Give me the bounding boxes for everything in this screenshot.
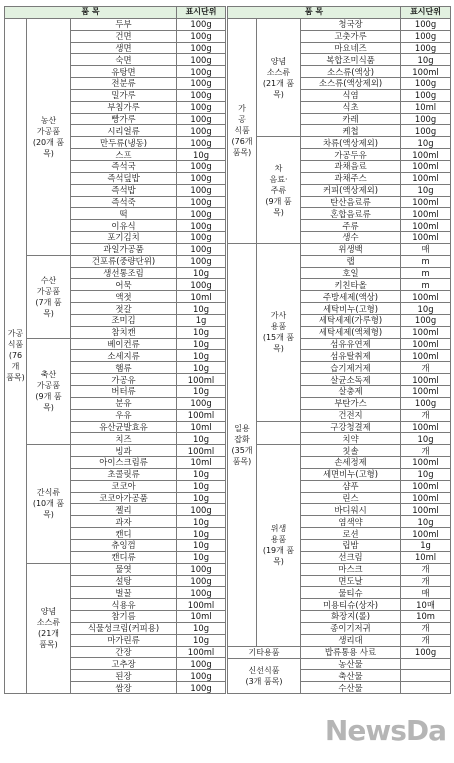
newsda-watermark: NewsDa xyxy=(324,714,446,747)
section-label: 간식류 (10개 품 목) xyxy=(27,445,71,563)
group-label: 기타용품 xyxy=(228,646,301,658)
item-unit: 개 xyxy=(401,622,451,634)
section-label xyxy=(257,421,301,445)
item-unit: 10g xyxy=(177,267,226,279)
item-unit: 10g xyxy=(401,54,451,66)
item-unit: 100g xyxy=(177,78,226,90)
item-name: 손세정제 xyxy=(301,457,401,469)
item-name: 참치캔 xyxy=(71,326,177,338)
item-name: 유산균발효유 xyxy=(71,421,177,433)
item-name: 코코아가공품 xyxy=(71,492,177,504)
item-unit: 100g xyxy=(177,243,226,255)
item-name: 습기제거제 xyxy=(301,362,401,374)
section-label: 위생 용품 (19개 품 목) xyxy=(257,445,301,646)
item-unit: 100g xyxy=(401,125,451,137)
item-name: 건전지 xyxy=(301,409,401,421)
item-unit: 100ml xyxy=(401,492,451,504)
item-unit: 10g xyxy=(177,338,226,350)
item-unit: 100ml xyxy=(401,386,451,398)
item-unit: 10g xyxy=(401,303,451,315)
table-row xyxy=(5,563,226,575)
item-name: 초콜릿류 xyxy=(71,468,177,480)
item-name: 즉석죽 xyxy=(71,196,177,208)
item-name: 쌈장 xyxy=(71,682,177,694)
item-unit: 개 xyxy=(401,563,451,575)
item-unit: 100g xyxy=(177,232,226,244)
item-name: 우유 xyxy=(71,409,177,421)
item-name: 설탕 xyxy=(71,575,177,587)
table-row xyxy=(5,18,226,30)
item-name: 차류(액상제외) xyxy=(301,137,401,149)
right-item-table xyxy=(227,6,451,694)
item-name: 젤리 xyxy=(71,504,177,516)
item-unit: 100ml xyxy=(177,409,226,421)
item-name: 건포류(중량단위) xyxy=(71,255,177,267)
item-unit: 100g xyxy=(401,397,451,409)
item-unit: 10g xyxy=(177,303,226,315)
item-unit: 10g xyxy=(177,386,226,398)
item-name: 염색약 xyxy=(301,516,401,528)
group-label: 가공 식품 (76개 품목) xyxy=(5,18,27,693)
item-name: 베이컨류 xyxy=(71,338,177,350)
table-row xyxy=(228,243,451,255)
item-name: 된장 xyxy=(71,670,177,682)
item-unit: 100g xyxy=(177,30,226,42)
item-name: 즉석국 xyxy=(71,160,177,172)
item-name: 빙과 xyxy=(71,445,177,457)
table-row xyxy=(228,658,451,670)
item-unit: 100g xyxy=(177,89,226,101)
item-name: 밥류통용 사료 xyxy=(301,646,401,658)
section-label: 농산 가공품 (20개 품 목) xyxy=(27,18,71,255)
item-unit: 100g xyxy=(177,54,226,66)
item-name: 청국장 xyxy=(301,18,401,30)
item-name: 소스류(액상제외) xyxy=(301,78,401,90)
item-name: 포기김치 xyxy=(71,232,177,244)
item-unit: 10g xyxy=(177,622,226,634)
item-name: 이유식 xyxy=(71,220,177,232)
item-name: 탄산음료류 xyxy=(301,196,401,208)
item-name: 생수 xyxy=(301,232,401,244)
item-name: 세탁세제(액체형) xyxy=(301,326,401,338)
item-name: 빵가루 xyxy=(71,113,177,125)
item-unit: 100g xyxy=(177,255,226,267)
item-name: 축산물 xyxy=(301,670,401,682)
item-unit: 100ml xyxy=(401,149,451,161)
item-unit: 100ml xyxy=(401,172,451,184)
item-unit: 100g xyxy=(401,89,451,101)
item-name: 젓갈 xyxy=(71,303,177,315)
item-unit: 개 xyxy=(401,362,451,374)
item-unit: 100ml xyxy=(401,196,451,208)
item-name: 과일가공품 xyxy=(71,243,177,255)
item-name: 샴푸 xyxy=(301,480,401,492)
item-unit: 100g xyxy=(177,196,226,208)
item-header: 품 목 xyxy=(228,7,401,19)
item-unit: 10g xyxy=(177,433,226,445)
item-unit: 100g xyxy=(401,78,451,90)
item-name: 생선통조림 xyxy=(71,267,177,279)
item-unit: 10g xyxy=(401,516,451,528)
item-name: 카레 xyxy=(301,113,401,125)
item-name: 랩 xyxy=(301,255,401,267)
section-label: 차 음료· 주류 (9개 품 목) xyxy=(257,137,301,244)
item-name: 복합조미식품 xyxy=(301,54,401,66)
item-name: 츄잉껌 xyxy=(71,539,177,551)
section-label: 양념 소스류 (21개 품목) xyxy=(27,563,71,693)
item-name: 두부 xyxy=(71,18,177,30)
item-unit: 100g xyxy=(177,184,226,196)
item-unit: 100g xyxy=(401,42,451,54)
item-name: 미용티슈(상자) xyxy=(301,599,401,611)
item-unit: 10ml xyxy=(401,551,451,563)
table-row xyxy=(5,338,226,350)
item-unit: 10g xyxy=(177,551,226,563)
item-name: 키친타올 xyxy=(301,279,401,291)
item-unit: 10g xyxy=(177,468,226,480)
item-unit: 10ml xyxy=(177,611,226,623)
item-unit: 100g xyxy=(177,18,226,30)
item-unit: 100ml xyxy=(401,326,451,338)
item-unit: 100g xyxy=(401,18,451,30)
item-name: 식염 xyxy=(301,89,401,101)
item-name: 부탄가스 xyxy=(301,397,401,409)
item-unit: 100g xyxy=(177,575,226,587)
item-name: 치약 xyxy=(301,433,401,445)
item-name: 수산물 xyxy=(301,682,401,694)
header-row xyxy=(5,7,226,19)
item-name: 살충제 xyxy=(301,386,401,398)
item-name: 로션 xyxy=(301,528,401,540)
section-label: 가사 용품 (15개 품 목) xyxy=(257,243,301,421)
group-label: 일용 잡화 (35개 품목) xyxy=(228,243,257,646)
item-unit: 100g xyxy=(177,160,226,172)
item-name: 혼합음료류 xyxy=(301,208,401,220)
section-label: 수산 가공품 (7개 품 목) xyxy=(27,255,71,338)
item-name: 칫솔 xyxy=(301,445,401,457)
item-name: 유탕면 xyxy=(71,66,177,78)
item-name: 케첩 xyxy=(301,125,401,137)
item-name: 과채주스 xyxy=(301,172,401,184)
item-unit: 100g xyxy=(177,137,226,149)
left-item-table xyxy=(4,6,226,694)
item-name: 선크림 xyxy=(301,551,401,563)
item-unit: 100ml xyxy=(401,504,451,516)
item-name: 전분류 xyxy=(71,78,177,90)
item-unit: 100g xyxy=(177,658,226,670)
item-unit: 100g xyxy=(177,397,226,409)
item-name: 주방세제(액상) xyxy=(301,291,401,303)
item-name: 스프 xyxy=(71,149,177,161)
item-name: 치즈 xyxy=(71,433,177,445)
item-name: 커피(액상제외) xyxy=(301,184,401,196)
item-unit: 10매 xyxy=(401,599,451,611)
item-unit: 100ml xyxy=(401,457,451,469)
item-unit: 10g xyxy=(177,350,226,362)
item-unit: 100ml xyxy=(401,291,451,303)
table-row xyxy=(228,445,451,457)
item-unit: 100g xyxy=(401,30,451,42)
table-row xyxy=(228,646,451,658)
item-name: 생면 xyxy=(71,42,177,54)
item-name: 시리얼류 xyxy=(71,125,177,137)
item-unit: m xyxy=(401,267,451,279)
item-unit: 개 xyxy=(401,575,451,587)
item-unit: 10ml xyxy=(401,101,451,113)
header-row xyxy=(228,7,451,19)
item-name: 섬유탈취제 xyxy=(301,350,401,362)
item-name: 소세지류 xyxy=(71,350,177,362)
item-unit: 개 xyxy=(401,634,451,646)
item-name: 어묵 xyxy=(71,279,177,291)
item-name: 소스류(액상) xyxy=(301,66,401,78)
item-unit: 10g xyxy=(401,468,451,480)
item-name: 호일 xyxy=(301,267,401,279)
item-unit: 매 xyxy=(401,243,451,255)
item-unit: 100ml xyxy=(401,350,451,362)
item-name: 린스 xyxy=(301,492,401,504)
table-row xyxy=(5,445,226,457)
unit-header: 표시단위 xyxy=(401,7,451,19)
item-name: 벌꿀 xyxy=(71,587,177,599)
item-name: 바디워시 xyxy=(301,504,401,516)
item-unit: 10g xyxy=(177,326,226,338)
item-name: 주류 xyxy=(301,220,401,232)
item-unit: 100ml xyxy=(177,374,226,386)
item-unit: 100ml xyxy=(177,646,226,658)
item-unit: 100ml xyxy=(401,208,451,220)
item-name: 햄류 xyxy=(71,362,177,374)
item-name: 물엿 xyxy=(71,563,177,575)
item-unit: 100ml xyxy=(177,599,226,611)
item-unit: 매 xyxy=(401,587,451,599)
item-name: 세탁비누(고형) xyxy=(301,303,401,315)
item-unit: 1g xyxy=(401,539,451,551)
item-unit: 10ml xyxy=(177,421,226,433)
item-name: 숙면 xyxy=(71,54,177,66)
table-row xyxy=(5,255,226,267)
group-label: 신선식품 (3개 품목) xyxy=(228,658,301,694)
item-unit: 10g xyxy=(177,492,226,504)
item-name: 부침가루 xyxy=(71,101,177,113)
item-name: 즉석밥 xyxy=(71,184,177,196)
item-name: 고추장 xyxy=(71,658,177,670)
item-unit: 100g xyxy=(177,563,226,575)
item-unit: 100ml xyxy=(401,220,451,232)
item-unit: 10g xyxy=(177,480,226,492)
item-name: 식물성크림(커피용) xyxy=(71,622,177,634)
item-unit: 100g xyxy=(177,113,226,125)
item-name: 면도날 xyxy=(301,575,401,587)
section-label: 양념 소스류 (21개 품 목) xyxy=(257,18,301,136)
item-unit: 10g xyxy=(401,433,451,445)
item-unit: 100g xyxy=(177,208,226,220)
item-unit: 100g xyxy=(177,125,226,137)
item-name: 만두류(냉동) xyxy=(71,137,177,149)
unit-header: 표시단위 xyxy=(177,7,226,19)
item-unit: 100g xyxy=(177,220,226,232)
item-name: 건면 xyxy=(71,30,177,42)
table-row xyxy=(228,18,451,30)
item-name: 농산물 xyxy=(301,658,401,670)
item-unit: 100g xyxy=(401,314,451,326)
section-label: 축산 가공품 (9개 품 목) xyxy=(27,338,71,445)
item-name: 액젓 xyxy=(71,291,177,303)
item-unit: 10g xyxy=(177,516,226,528)
item-unit: 100ml xyxy=(401,421,451,433)
item-name: 화장지(롤) xyxy=(301,611,401,623)
item-unit: 10ml xyxy=(177,457,226,469)
item-name: 가공두유 xyxy=(301,149,401,161)
item-unit: 개 xyxy=(401,445,451,457)
item-unit: 100g xyxy=(401,646,451,658)
item-name: 고춧가루 xyxy=(301,30,401,42)
item-name: 세면비누(고형) xyxy=(301,468,401,480)
group-label: 가 공 식품 (76개 품목) xyxy=(228,18,257,243)
item-name: 간장 xyxy=(71,646,177,658)
item-unit: 1g xyxy=(177,314,226,326)
table-row xyxy=(228,137,451,149)
item-unit: 100g xyxy=(177,504,226,516)
item-name: 종이기저귀 xyxy=(301,622,401,634)
item-name: 립밤 xyxy=(301,539,401,551)
item-unit: 100g xyxy=(177,172,226,184)
item-name: 조미김 xyxy=(71,314,177,326)
item-name: 생리대 xyxy=(301,634,401,646)
item-name: 아이스크림류 xyxy=(71,457,177,469)
item-name: 가공유 xyxy=(71,374,177,386)
item-unit: 100ml xyxy=(401,528,451,540)
item-name: 식용유 xyxy=(71,599,177,611)
item-unit: 10g xyxy=(177,539,226,551)
item-name: 참기름 xyxy=(71,611,177,623)
item-name: 과채음료 xyxy=(301,160,401,172)
item-unit: 100g xyxy=(177,670,226,682)
item-name: 마스크 xyxy=(301,563,401,575)
item-header: 품 목 xyxy=(5,7,177,19)
item-name: 구강청결제 xyxy=(301,421,401,433)
item-unit: 100ml xyxy=(401,66,451,78)
item-unit: m xyxy=(401,255,451,267)
item-unit: 100ml xyxy=(401,232,451,244)
item-unit xyxy=(401,670,451,682)
item-name: 섬유유연제 xyxy=(301,338,401,350)
item-unit: 100g xyxy=(401,113,451,125)
item-unit: 100ml xyxy=(401,160,451,172)
item-name: 떡 xyxy=(71,208,177,220)
item-name: 살균소독제 xyxy=(301,374,401,386)
item-unit: 100g xyxy=(177,587,226,599)
item-unit: 10g xyxy=(401,137,451,149)
item-unit: 10g xyxy=(401,184,451,196)
item-unit: 100g xyxy=(177,279,226,291)
item-name: 마요네즈 xyxy=(301,42,401,54)
item-unit: 100ml xyxy=(401,374,451,386)
item-unit: 10g xyxy=(177,362,226,374)
item-unit xyxy=(401,682,451,694)
item-unit: 100g xyxy=(177,42,226,54)
item-name: 세탁세제(가루형) xyxy=(301,314,401,326)
item-unit: 10m xyxy=(401,611,451,623)
item-unit: 100ml xyxy=(401,338,451,350)
item-name: 마가린류 xyxy=(71,634,177,646)
item-unit: 개 xyxy=(401,409,451,421)
item-name: 버터류 xyxy=(71,386,177,398)
item-unit: 100ml xyxy=(401,480,451,492)
item-name: 밀가루 xyxy=(71,89,177,101)
item-name: 캔디 xyxy=(71,528,177,540)
item-name: 즉석덮밥 xyxy=(71,172,177,184)
item-name: 코코아 xyxy=(71,480,177,492)
item-unit: 10g xyxy=(177,634,226,646)
item-name: 식초 xyxy=(301,101,401,113)
item-name: 캔디류 xyxy=(71,551,177,563)
item-unit: 10g xyxy=(177,149,226,161)
item-name: 과자 xyxy=(71,516,177,528)
item-unit: 100g xyxy=(177,101,226,113)
item-unit xyxy=(401,658,451,670)
item-name: 분유 xyxy=(71,397,177,409)
item-unit: m xyxy=(401,279,451,291)
item-unit: 100g xyxy=(177,66,226,78)
table-row xyxy=(228,421,451,433)
item-unit: 10ml xyxy=(177,291,226,303)
item-name: 위생백 xyxy=(301,243,401,255)
item-name: 물티슈 xyxy=(301,587,401,599)
item-unit: 10g xyxy=(177,528,226,540)
item-unit: 100ml xyxy=(177,445,226,457)
item-unit: 100g xyxy=(177,682,226,694)
